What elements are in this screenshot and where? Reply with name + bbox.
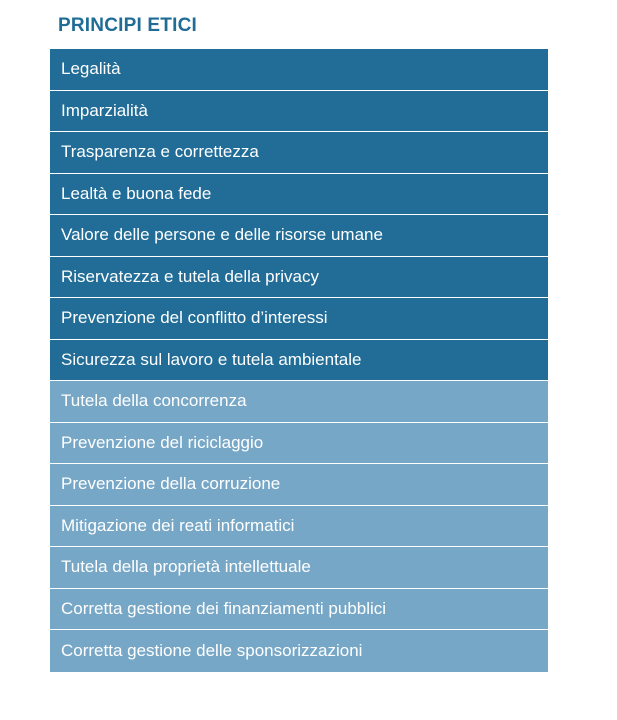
list-item [50,589,548,631]
list-item [50,174,548,216]
list-item [50,423,548,465]
page-title: PRINCIPI ETICI [58,15,197,36]
list-item [50,506,548,548]
list-item-label: Prevenzione della corruzione [61,474,281,494]
list-item-label: Lealtà e buona fede [61,183,212,203]
list-item [50,215,548,257]
list-item [50,49,548,91]
list-item [50,91,548,133]
list-item [50,298,548,340]
list-item-label: Tutela della concorrenza [61,391,247,411]
list-item [50,630,548,672]
list-item-label: Valore delle persone e delle risorse umane [61,225,383,245]
list-item [50,381,548,423]
ethics-principles-list [50,49,548,672]
list-item-label: Legalità [61,59,121,79]
list-item-label: Mitigazione dei reati informatici [61,515,295,535]
list-item-label: Prevenzione del conflitto d’interessi [61,308,328,328]
list-item-label: Riservatezza e tutela della privacy [61,266,319,286]
list-item-label: Corretta gestione dei finanziamenti pubblici [61,598,387,618]
list-item [50,132,548,174]
list-item-label: Trasparenza e correttezza [61,142,259,162]
list-item-label: Prevenzione del riciclaggio [61,432,264,452]
list-item [50,547,548,589]
list-item-label: Sicurezza sul lavoro e tutela ambientale [61,349,362,369]
list-item-label: Imparzialità [61,100,148,120]
list-item-label: Tutela della proprietà intellettuale [61,557,311,577]
list-item [50,340,548,382]
list-item [50,257,548,299]
list-item [50,464,548,506]
list-item-label: Corretta gestione delle sponsorizzazioni [61,640,363,660]
